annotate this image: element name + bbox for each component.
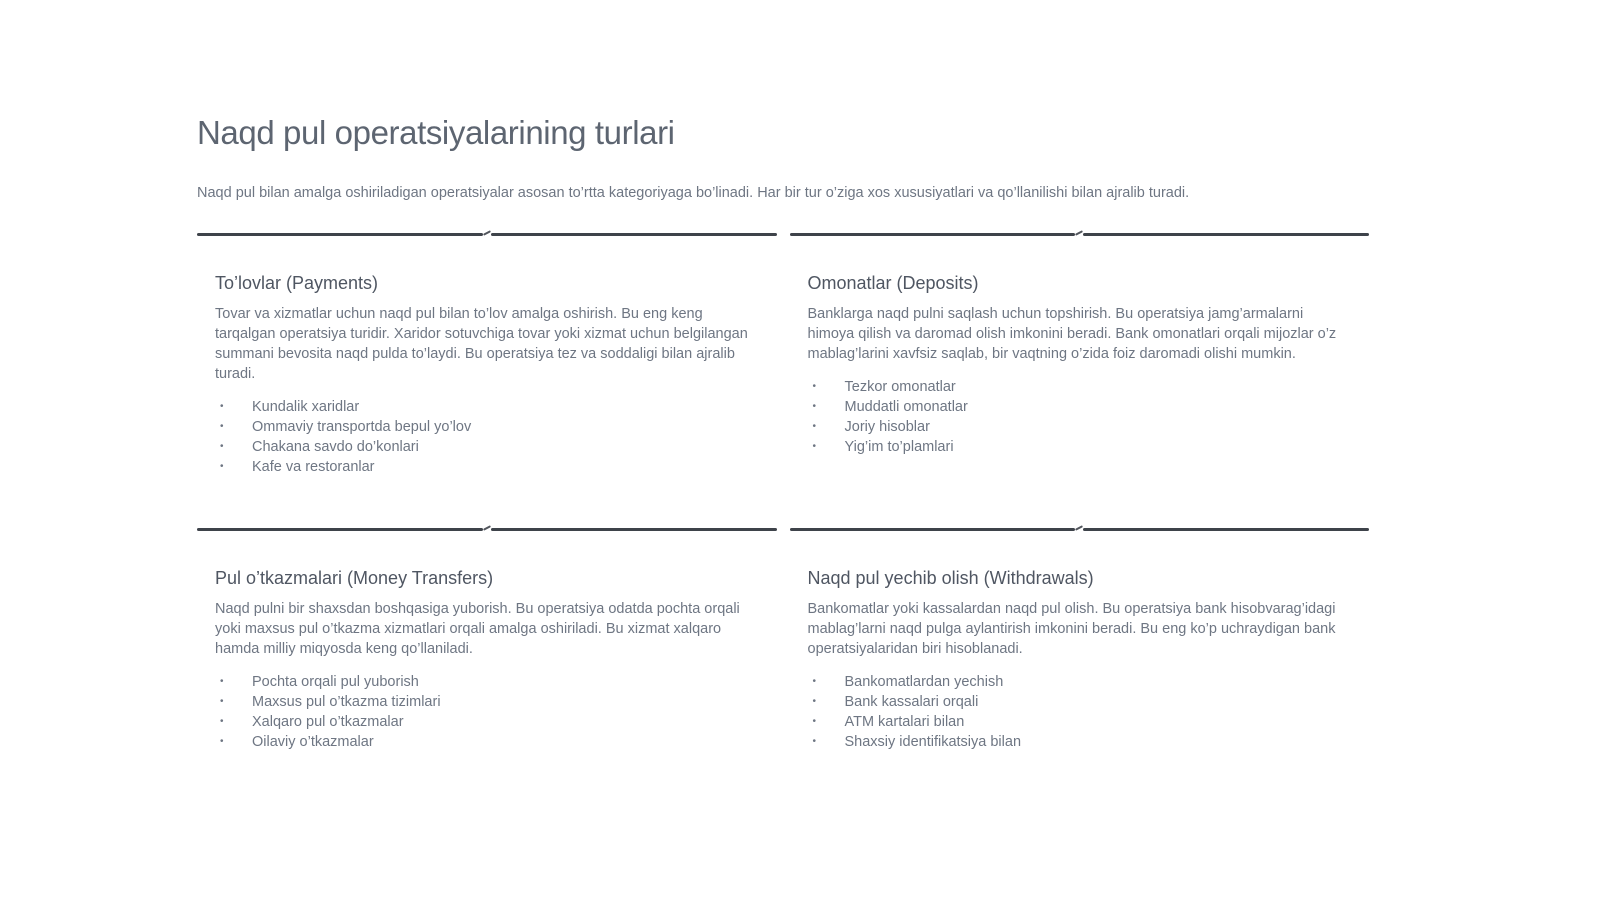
bullet-icon: • bbox=[812, 696, 817, 708]
list-item-text: Tezkor omonatlar bbox=[844, 379, 956, 396]
divider-segment bbox=[197, 528, 483, 531]
divider-segment bbox=[491, 528, 777, 531]
section-title: To’lovlar (Payments) bbox=[215, 273, 379, 294]
list-item-text: Ommaviy transportda bepul yo’lov bbox=[252, 419, 472, 436]
bullet-icon: • bbox=[812, 441, 817, 453]
section-withdrawals bbox=[790, 528, 1370, 823]
list-item-text: Xalqaro pul o’tkazmalar bbox=[252, 714, 404, 731]
list-item bbox=[808, 672, 1352, 692]
section-title: Omonatlar (Deposits) bbox=[807, 273, 979, 294]
list-item-text: Kafe va restoranlar bbox=[252, 459, 375, 476]
bullet-icon: • bbox=[812, 381, 817, 393]
list-item-text: Bank kassalari orqali bbox=[844, 694, 979, 711]
section-description: Banklarga naqd pulni saqlash uchun topshirish. Bu operatsiya jamg’armalarni himoya qilish va daromad olish imkonini beradi. Bank omonatlari orqali mijozlar o’z mablag’larini xavfsiz saqlab, bir vaqtning o’zida foiz daromadi olishi mumkin. bbox=[807, 306, 1337, 363]
section-body bbox=[790, 567, 1370, 752]
list-item bbox=[215, 437, 759, 457]
section-description: Bankomatlar yoki kassalardan naqd pul olish. Bu operatsiya bank hisobvarag’idagi mablag’larni naqd pulga aylantirish imkonini beradi. Bu eng ko’p uchraydigan bank operatsiyalaridan biri hisoblanadi. bbox=[807, 601, 1336, 658]
section-description: Naqd pulni bir shaxsdan boshqasiga yuborish. Bu operatsiya odatda pochta orqali yoki maxsus pul o’tkazma xizmatlari orqali amalga oshiriladi. Bu xizmat xalqaro hamda milliy miqyosda keng qo’llaniladi. bbox=[215, 601, 740, 658]
page-title: Naqd pul operatsiyalarining turlari bbox=[197, 114, 675, 151]
bullet-list bbox=[808, 377, 1352, 457]
divider-notch bbox=[1075, 528, 1083, 531]
list-item-text: Pochta orqali pul yuborish bbox=[252, 674, 419, 691]
divider-notch bbox=[483, 233, 491, 236]
list-item-text: Shaxsiy identifikatsiya bilan bbox=[844, 734, 1022, 751]
bullet-icon: • bbox=[812, 716, 817, 728]
divider-segment bbox=[1083, 528, 1369, 531]
divider-segment bbox=[790, 233, 1076, 236]
section-deposits bbox=[790, 233, 1370, 528]
divider-notch bbox=[1075, 233, 1083, 236]
section-body bbox=[197, 567, 777, 752]
list-item bbox=[215, 712, 759, 732]
sections-grid bbox=[197, 233, 1369, 823]
bullet-icon: • bbox=[812, 421, 817, 433]
list-item bbox=[808, 692, 1352, 712]
list-item-text: Bankomatlardan yechish bbox=[844, 674, 1004, 691]
bullet-icon: • bbox=[812, 401, 817, 413]
bullet-icon: • bbox=[220, 421, 224, 433]
section-payments bbox=[197, 233, 777, 528]
list-item bbox=[808, 377, 1352, 397]
list-item bbox=[215, 672, 759, 692]
list-item bbox=[808, 437, 1352, 457]
bullet-icon: • bbox=[812, 736, 817, 748]
list-item bbox=[215, 457, 759, 477]
bullet-list bbox=[215, 672, 759, 752]
divider-segment bbox=[491, 233, 777, 236]
bullet-list bbox=[808, 672, 1352, 752]
list-item bbox=[808, 732, 1352, 752]
divider-segment bbox=[197, 233, 483, 236]
list-item-text: Kundalik xaridlar bbox=[252, 399, 360, 416]
section-body bbox=[790, 272, 1370, 457]
bullet-icon: • bbox=[812, 676, 817, 688]
section-money-transfers bbox=[197, 528, 777, 823]
list-item bbox=[215, 397, 759, 417]
bullet-icon: • bbox=[220, 461, 224, 473]
bullet-list bbox=[215, 397, 759, 477]
bullet-icon: • bbox=[220, 401, 224, 413]
section-top-divider bbox=[197, 233, 777, 236]
list-item-text: Oilaviy o’tkazmalar bbox=[252, 734, 374, 751]
list-item bbox=[215, 732, 759, 752]
bullet-icon: • bbox=[220, 676, 224, 688]
section-description: Tovar va xizmatlar uchun naqd pul bilan to’lov amalga oshirish. Bu eng keng tarqalgan operatsiya turidir. Xaridor sotuvchiga tovar yoki xizmat uchun belgilangan summani bevosita naqd pulda to’laydi. Bu operatsiya tez va soddaligi bilan ajralib turadi. bbox=[215, 306, 748, 383]
section-title: Naqd pul yechib olish (Withdrawals) bbox=[807, 568, 1094, 589]
list-item-text: Joriy hisoblar bbox=[844, 419, 930, 436]
list-item-text: Chakana savdo do’konlari bbox=[252, 439, 419, 456]
bullet-icon: • bbox=[220, 736, 224, 748]
document-page bbox=[197, 0, 1369, 823]
divider-segment bbox=[1083, 233, 1369, 236]
bullet-icon: • bbox=[220, 716, 224, 728]
list-item bbox=[215, 417, 759, 437]
section-top-divider bbox=[790, 528, 1370, 531]
divider-segment bbox=[790, 528, 1076, 531]
list-item-text: Yig’im to’plamlari bbox=[844, 439, 954, 456]
list-item bbox=[215, 692, 759, 712]
list-item bbox=[808, 712, 1352, 732]
list-item-text: Muddatli omonatlar bbox=[844, 399, 968, 416]
section-title: Pul o’tkazmalari (Money Transfers) bbox=[215, 568, 494, 589]
section-top-divider bbox=[197, 528, 777, 531]
list-item-text: ATM kartalari bilan bbox=[844, 714, 965, 731]
list-item bbox=[808, 397, 1352, 417]
section-body bbox=[197, 272, 777, 477]
section-top-divider bbox=[790, 233, 1370, 236]
list-item-text: Maxsus pul o’tkazma tizimlari bbox=[252, 694, 441, 711]
page-subtitle: Naqd pul bilan amalga oshiriladigan operatsiyalar asosan to’rtta kategoriyaga bo’linadi. Har bir tur o’ziga xos xususiyatlari va qo’llanilishi bilan ajralib turadi. bbox=[197, 185, 1190, 202]
list-item bbox=[808, 417, 1352, 437]
divider-notch bbox=[483, 528, 491, 531]
bullet-icon: • bbox=[220, 696, 224, 708]
bullet-icon: • bbox=[220, 441, 224, 453]
